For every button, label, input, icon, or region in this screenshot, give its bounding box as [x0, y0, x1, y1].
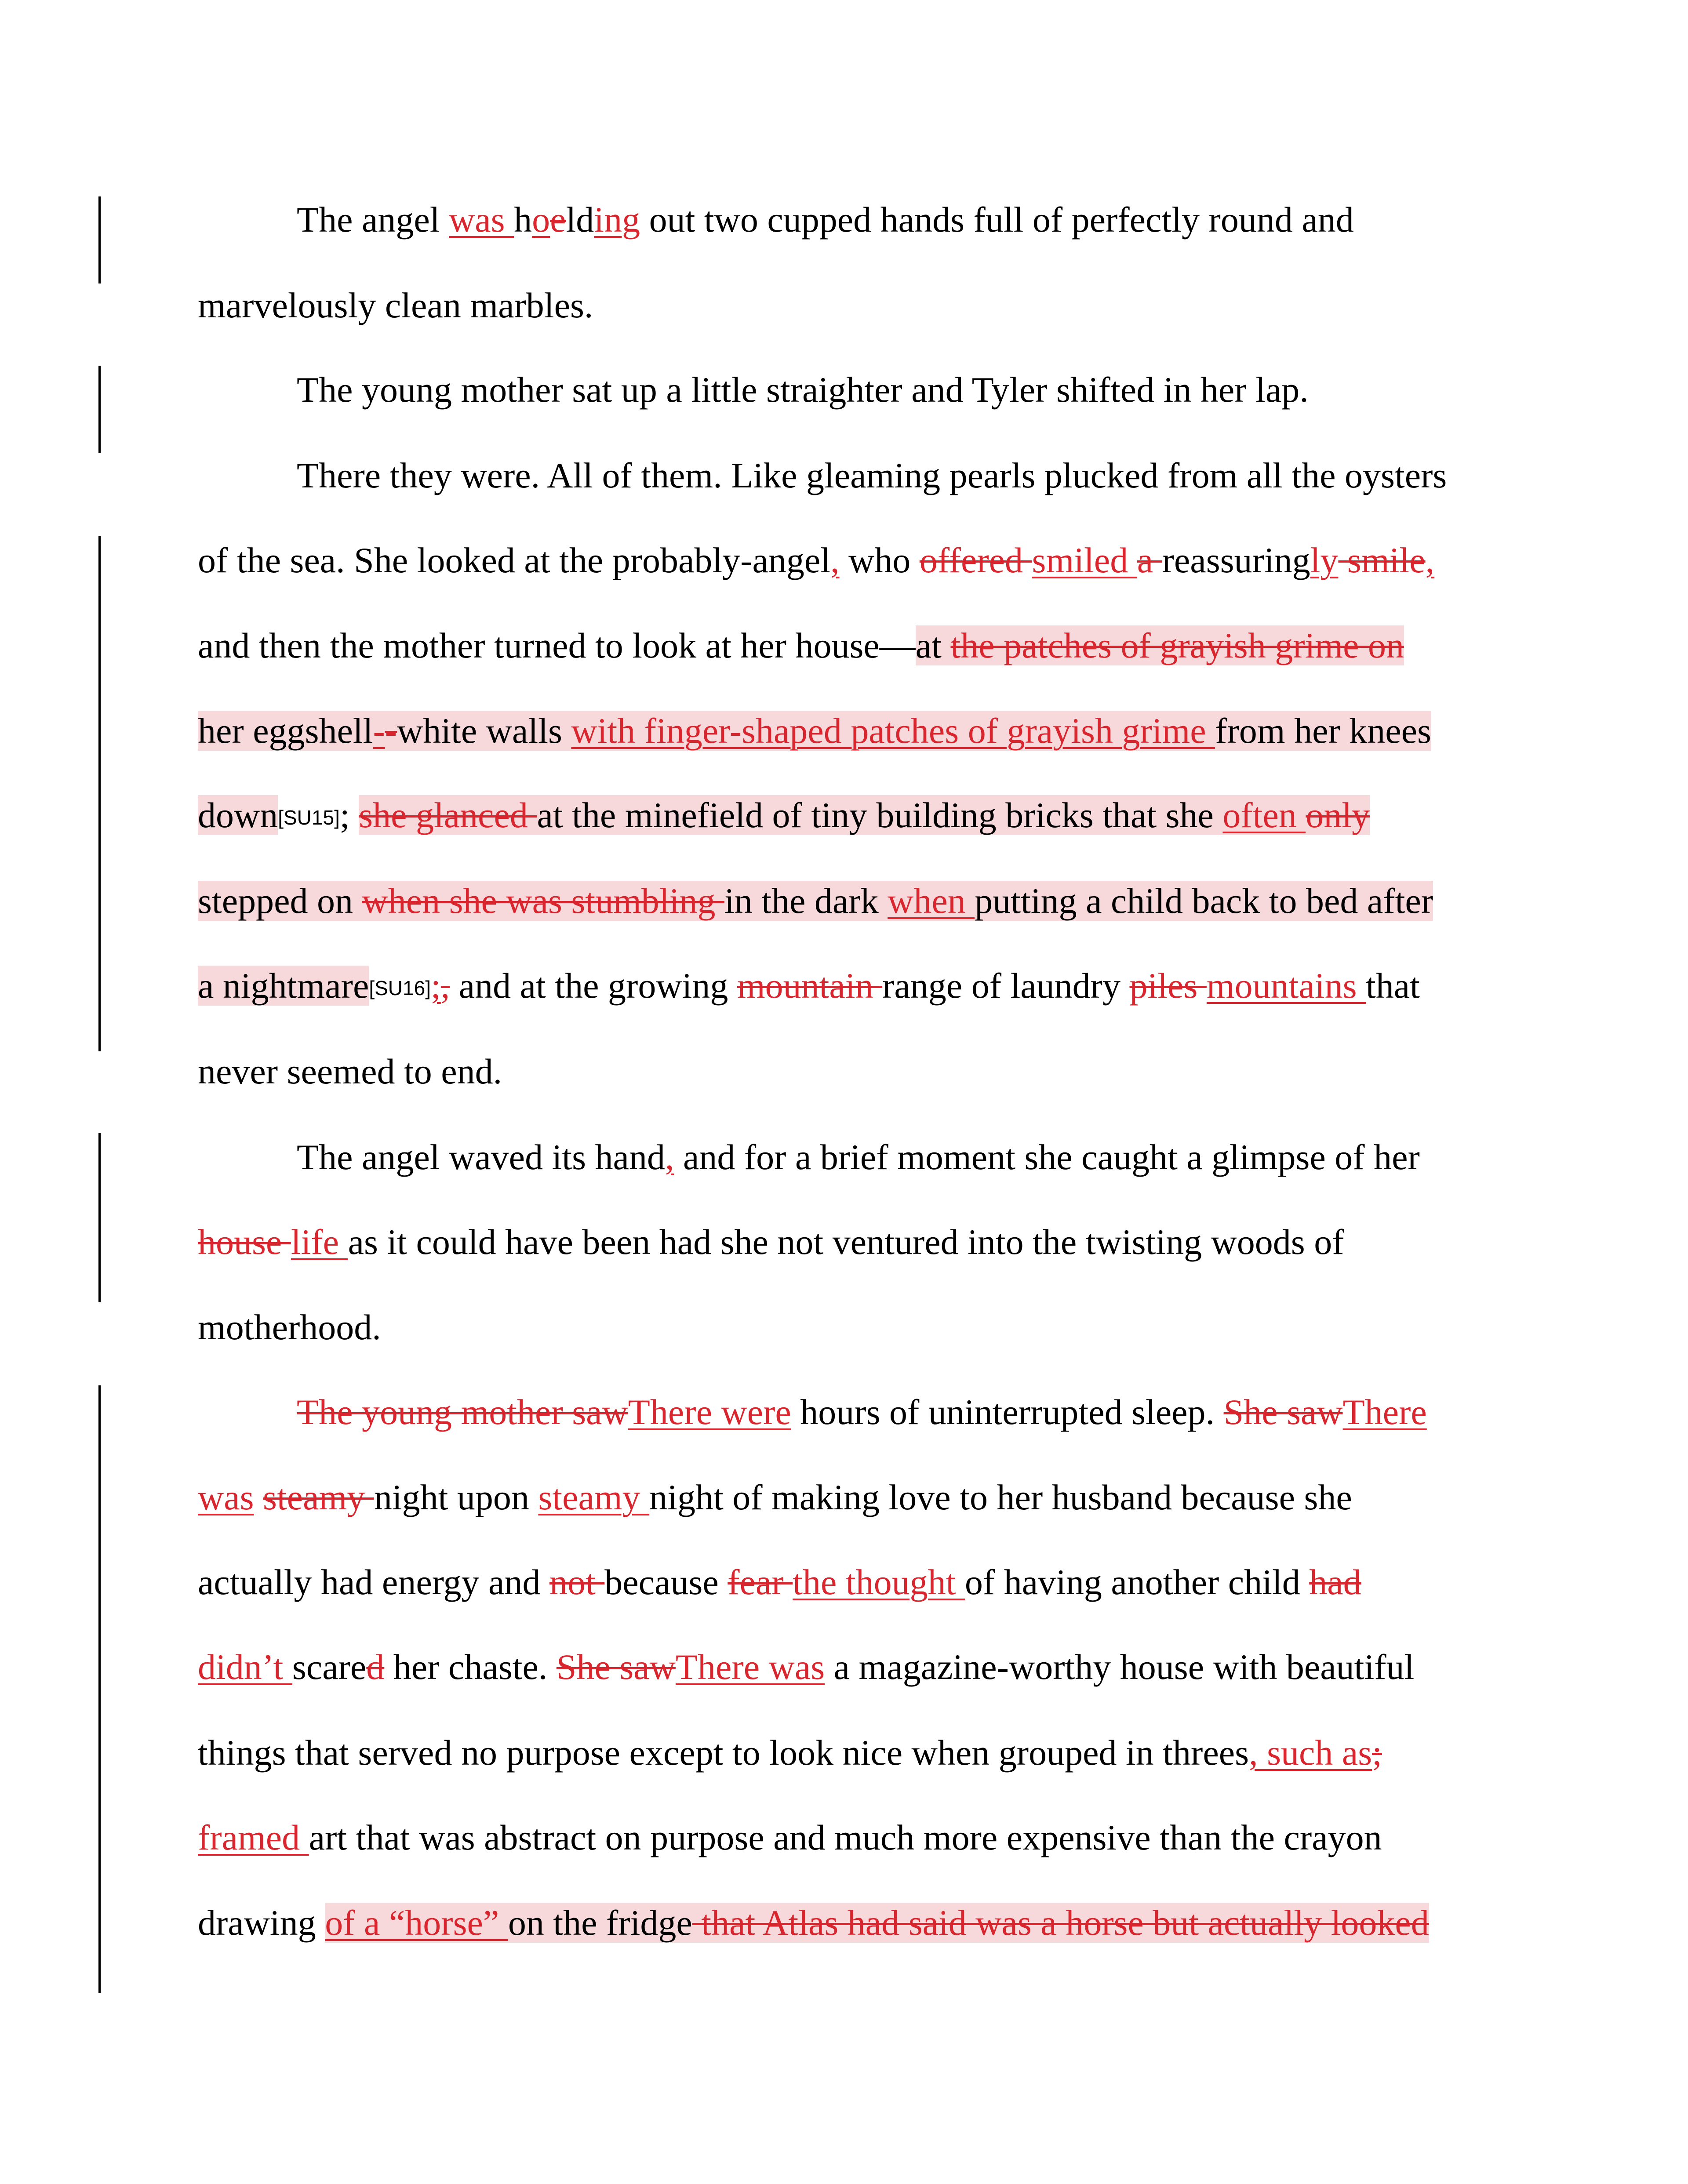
inserted-text: life [291, 1222, 348, 1262]
text-run: who [839, 540, 920, 580]
inserted-text: when [888, 881, 975, 921]
deleted-text: that Atlas had said was a horse but actually looked [692, 1903, 1429, 1943]
inserted-text: didn’t [198, 1647, 292, 1687]
deleted-text: had [1309, 1562, 1361, 1602]
deleted-text: The young mother saw [297, 1392, 628, 1432]
text-line [198, 1218, 1499, 1266]
text-line [198, 1899, 1499, 1947]
inserted-text: often [1222, 795, 1306, 835]
inserted-text: There was [675, 1647, 825, 1687]
deleted-text: , [440, 966, 450, 1006]
text-run: that [1366, 966, 1420, 1006]
inserted-text: - [373, 711, 385, 751]
text-run: stepped on [198, 881, 362, 921]
text-line [198, 1473, 1499, 1522]
text-line [297, 451, 1598, 500]
text-run: reassuring [1162, 540, 1310, 580]
inserted-text: the thought [793, 1562, 965, 1602]
text-run: things that served no purpose except to look nice when grouped in threes [198, 1733, 1249, 1773]
text-run: drawing [198, 1903, 325, 1943]
deleted-text: e [550, 200, 566, 240]
text-run: ; [339, 795, 359, 835]
text-run: There they were. All of them. Like gleaming pearls plucked from all the oysters [297, 455, 1447, 495]
inserted-text: with finger-shaped patches of grayish grime [571, 711, 1215, 751]
inserted-text: o [532, 200, 550, 240]
text-line [198, 877, 1499, 925]
text-run: down [198, 795, 278, 835]
text-run: night upon [374, 1477, 538, 1517]
text-run: scare [292, 1647, 367, 1687]
deleted-text: She saw [1223, 1392, 1343, 1432]
text-run: The young mother sat up a little straighter and Tyler shifted in her lap. [297, 370, 1309, 410]
text-line [198, 791, 1499, 842]
inserted-text: mountains [1206, 966, 1366, 1006]
text-line [297, 366, 1598, 414]
text-run: a nightmare [198, 966, 369, 1006]
comment-marker[interactable]: [SU15] [278, 806, 340, 829]
deleted-text: mountain [737, 966, 883, 1006]
text-run: her eggshell [198, 711, 373, 751]
inserted-text: was [198, 1477, 254, 1517]
text-run: white walls [397, 711, 571, 751]
inserted-text: ly [1310, 540, 1339, 580]
inserted-text: , such as [1249, 1733, 1372, 1773]
text-run: marvelously clean marbles. [198, 285, 593, 325]
text-run: of the sea. She looked at the probably-angel [198, 540, 831, 580]
text-run: as it could have been had she not ventured into the twisting woods of [348, 1222, 1344, 1262]
change-bar [98, 1385, 101, 1993]
change-bar [98, 536, 101, 1051]
text-line [198, 707, 1499, 755]
inserted-text: , [830, 540, 840, 580]
deleted-text: when she was stumbling [362, 881, 724, 921]
text-run: a magazine-worthy house with beautiful [825, 1647, 1415, 1687]
text-run: out two cupped hands full of perfectly round and [640, 200, 1354, 240]
text-line [198, 621, 1499, 670]
text-run: hours of uninterrupted sleep. [791, 1392, 1224, 1432]
text-run [254, 1477, 263, 1517]
text-run: putting a child back to bed after [975, 881, 1433, 921]
text-line [198, 1303, 1499, 1352]
text-line [198, 1643, 1499, 1691]
text-line [297, 1133, 1598, 1181]
text-run: motherhood. [198, 1307, 381, 1347]
text-line [198, 1813, 1499, 1862]
inserted-text: steamy [538, 1477, 650, 1517]
inserted-text: of a “horse” [325, 1903, 508, 1943]
inserted-text: There [1342, 1392, 1427, 1432]
deleted-text: steamy [263, 1477, 374, 1517]
inserted-text: framed [198, 1817, 309, 1857]
deleted-text: She saw [556, 1647, 676, 1687]
deleted-text: only [1306, 795, 1370, 835]
text-line [198, 1729, 1499, 1777]
text-run: of having another child [964, 1562, 1310, 1602]
deleted-text: offered [919, 540, 1032, 580]
deleted-text: d [366, 1647, 385, 1687]
inserted-text: smiled [1032, 540, 1137, 580]
deleted-text: house [198, 1222, 291, 1262]
text-run: and for a brief moment she caught a glimpse of her [674, 1137, 1420, 1177]
text-run: range of laundry [882, 966, 1130, 1006]
deleted-text: a [1137, 540, 1162, 580]
text-run: and then the mother turned to look at her house— [198, 625, 916, 665]
text-run: never seemed to end. [198, 1051, 502, 1091]
deleted-text: piles [1129, 966, 1207, 1006]
text-line [297, 196, 1598, 244]
text-run: actually had energy and [198, 1562, 549, 1602]
text-run: night of making love to her husband because she [649, 1477, 1352, 1517]
text-run: her chaste. [384, 1647, 557, 1687]
change-bar [98, 196, 101, 283]
deleted-text: - [385, 711, 397, 751]
text-run: ld [566, 200, 594, 240]
text-line [198, 1047, 1499, 1096]
text-line [198, 1558, 1499, 1606]
text-run: from her knees [1215, 711, 1431, 751]
deleted-text: ; [1372, 1733, 1382, 1773]
inserted-text: ing [594, 200, 640, 240]
change-bar [98, 366, 101, 453]
deleted-text: the patches of grayish grime on [950, 625, 1404, 665]
text-run: The angel waved its hand [297, 1137, 665, 1177]
deleted-text: fear [728, 1562, 793, 1602]
comment-marker[interactable]: [SU16] [369, 977, 431, 999]
text-run: art that was abstract on purpose and much more expensive than the crayon [309, 1817, 1382, 1857]
text-run: and at the growing [450, 966, 737, 1006]
text-line [198, 536, 1499, 585]
inserted-text: There were [628, 1392, 791, 1432]
text-line [198, 281, 1499, 330]
deleted-text: smile [1338, 540, 1426, 580]
inserted-text: , [1425, 540, 1435, 580]
text-line [198, 962, 1499, 1012]
inserted-text: was [449, 200, 514, 240]
text-line [297, 1388, 1598, 1436]
inserted-text: ; [430, 966, 441, 1006]
text-run: because [604, 1562, 728, 1602]
deleted-text: she glanced [359, 795, 537, 835]
text-run: in the dark [724, 881, 888, 921]
text-run: The angel [297, 200, 449, 240]
deleted-text: not [549, 1562, 605, 1602]
text-run: at the minefield of tiny building bricks that she [537, 795, 1223, 835]
text-run: h [514, 200, 532, 240]
change-bar [98, 1133, 101, 1302]
text-run: on the fridge [508, 1903, 692, 1943]
inserted-text: , [665, 1137, 674, 1177]
text-run: at [915, 625, 951, 665]
